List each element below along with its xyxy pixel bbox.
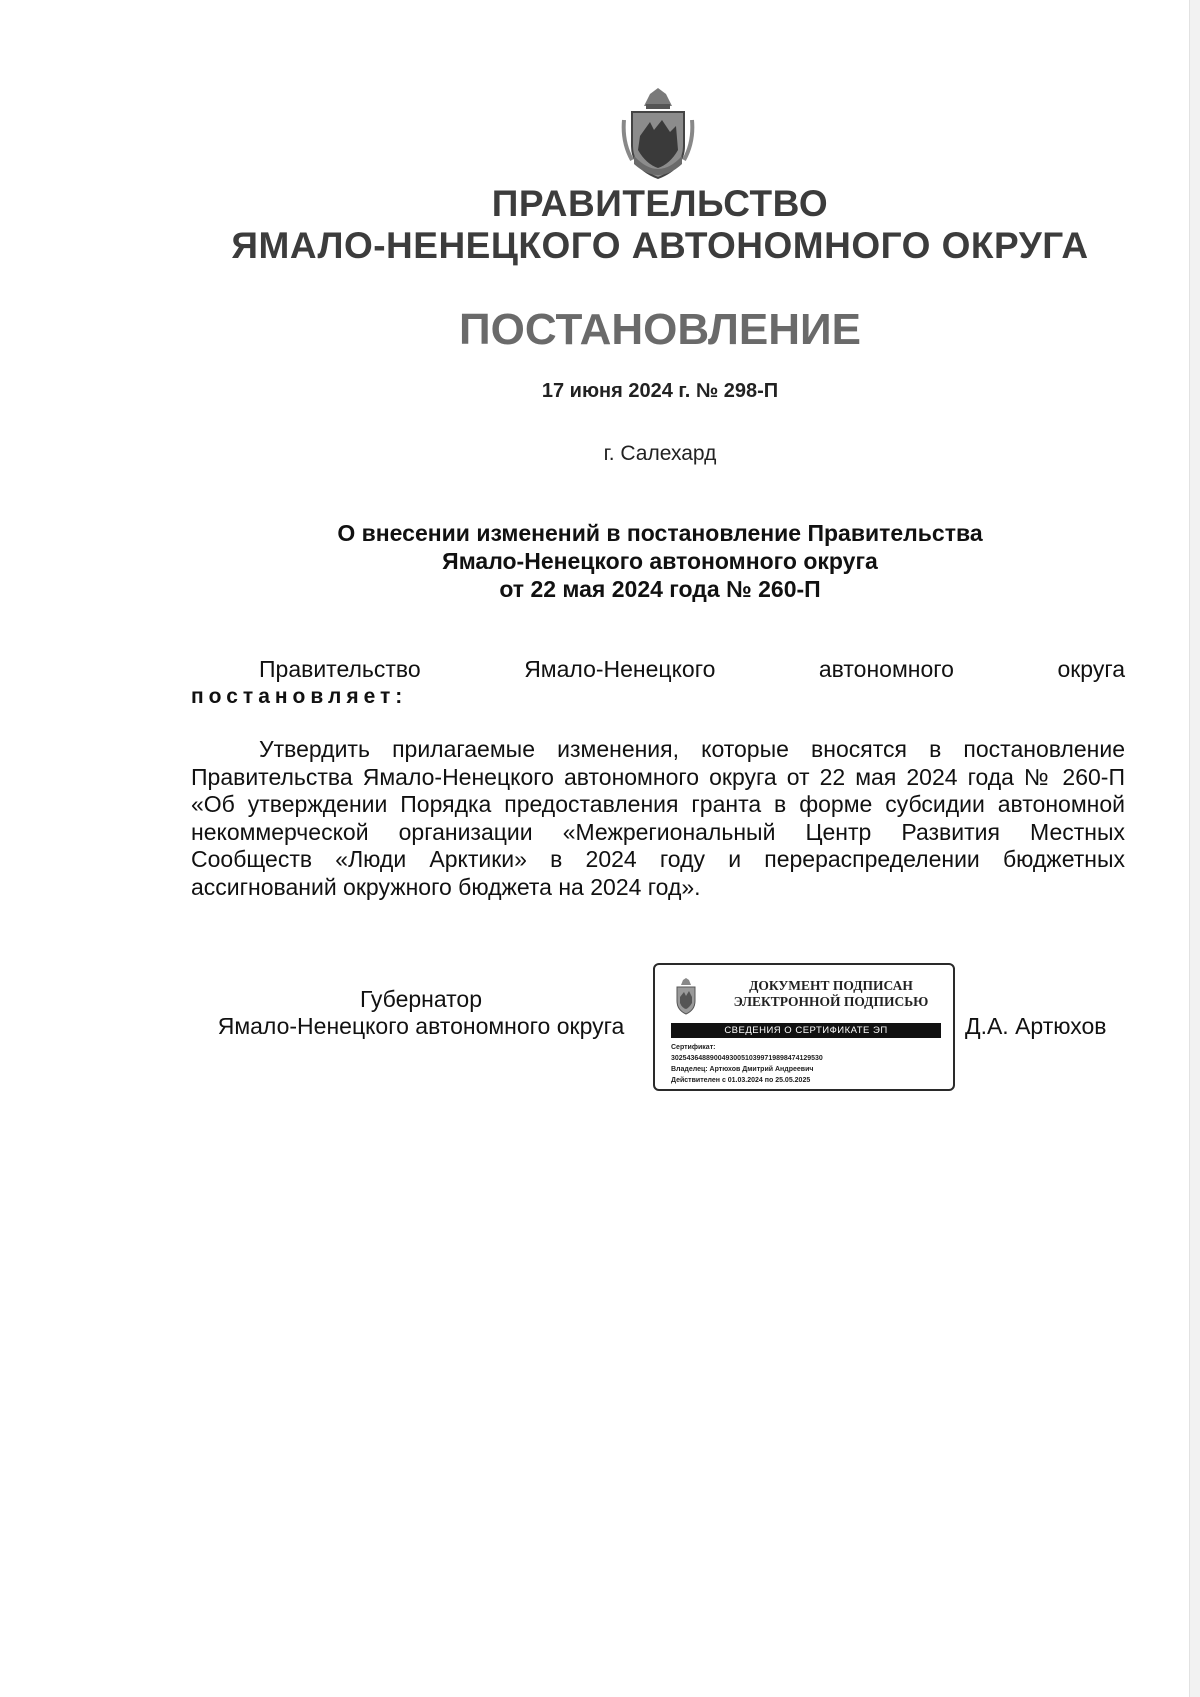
- signer-position-line1: Губернатор: [359, 986, 483, 1012]
- document-type: ПОСТАНОВЛЕНИЕ: [458, 305, 862, 354]
- preamble-line: [191, 655, 1125, 683]
- stamp-certificate-label: Сертификат:: [671, 1044, 716, 1051]
- subject-line1: О внесении изменений в постановление Правительства: [337, 520, 983, 546]
- stamp-certificate-number: 302543648890049300510399719898474129530: [671, 1055, 823, 1062]
- decree-word: постановляет:: [191, 685, 408, 708]
- stamp-owner: Владелец: Артюхов Дмитрий Андреевич: [671, 1066, 814, 1073]
- body-paragraph: Утвердить прилагаемые изменения, которые вносятся в постановление Правительства Ямало-Ненецкого автономного округа от 22 мая 2024 года № 260-П «Об утверждении Порядка предоставления гранта в форме субсидии автономной некоммерческой организации «Межрегиональный Центр Развития Местных Сообществ «Люди Арктики» в 2024 году и перераспределении бюджетных ассигнований окружного бюджета на 2024 год».: [191, 736, 1125, 900]
- stamp-heading: [713, 978, 949, 1010]
- preamble-word: Правительство: [259, 656, 421, 682]
- stamp-heading-line1: ДОКУМЕНТ ПОДПИСАН: [749, 978, 913, 993]
- electronic-signature-stamp: [653, 963, 955, 1091]
- document-date-number: 17 июня 2024 г. № 298-П: [541, 380, 779, 402]
- stamp-validity: Действителен с 01.03.2024 по 25.05.2025: [671, 1077, 811, 1084]
- preamble-word: округа: [1057, 656, 1125, 682]
- signer-position-line2: Ямало-Ненецкого автономного округа: [217, 1013, 625, 1039]
- stamp-certificate-details: [671, 1042, 947, 1086]
- stamp-heading-line2: ЭЛЕКТРОННОЙ ПОДПИСЬЮ: [733, 994, 929, 1009]
- coat-of-arms-icon: [673, 977, 699, 1017]
- government-title-line2: ЯМАЛО-НЕНЕЦКОГО АВТОНОМНОГО ОКРУГА: [231, 225, 1089, 266]
- coat-of-arms-icon: [620, 86, 696, 182]
- signer-position: [191, 986, 651, 1040]
- document-city: г. Салехард: [603, 442, 717, 465]
- subject-line2: Ямало-Ненецкого автономного округа: [442, 548, 878, 574]
- preamble: [191, 655, 1125, 711]
- government-title-line1: ПРАВИТЕЛЬСТВО: [491, 183, 829, 224]
- preamble-word: Ямало-Ненецкого: [524, 656, 716, 682]
- document-subject: [0, 519, 1200, 603]
- signer-name: Д.А. Артюхов: [965, 1013, 1107, 1039]
- stamp-certificate-bar: СВЕДЕНИЯ О СЕРТИФИКАТЕ ЭП: [671, 1023, 941, 1038]
- subject-line3: от 22 мая 2024 года № 260-П: [499, 576, 821, 602]
- preamble-word: автономного: [818, 656, 954, 682]
